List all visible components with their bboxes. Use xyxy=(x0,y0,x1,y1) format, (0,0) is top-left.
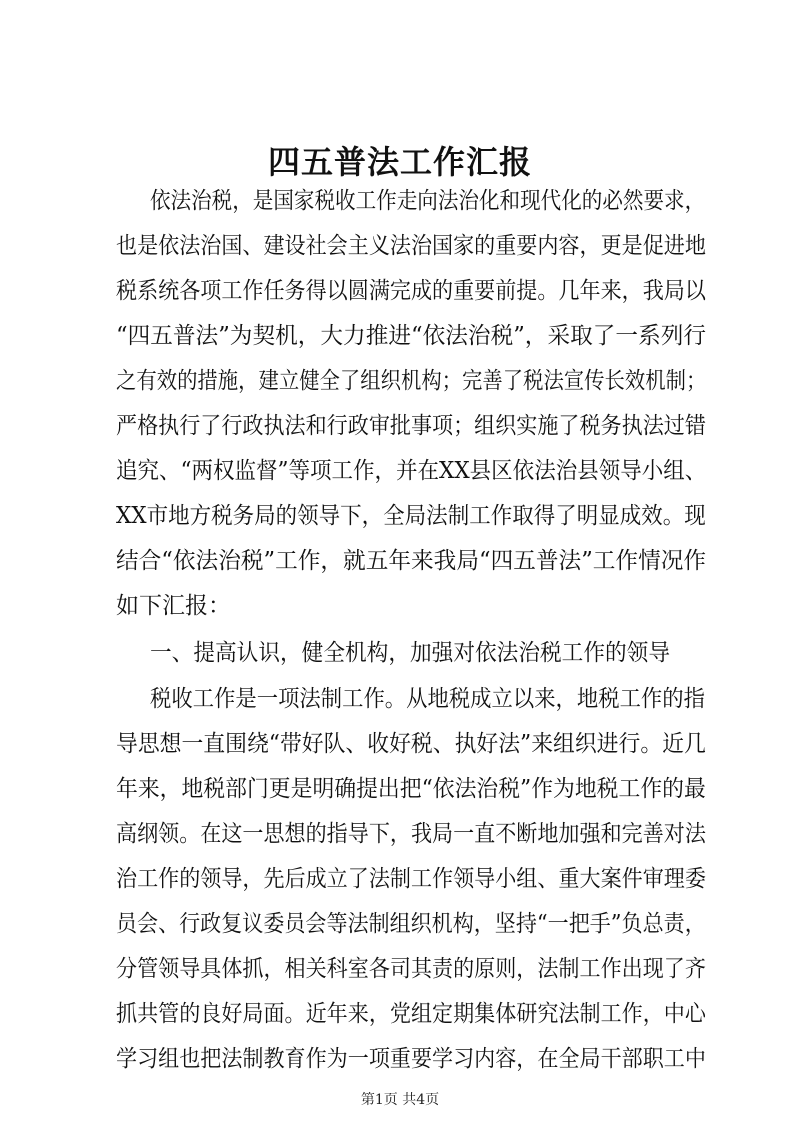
body-line xyxy=(0,770,800,808)
body-line-text: 税收工作是一项法制工作。从地税成立以来，地税工作的指 xyxy=(150,686,705,712)
body-line xyxy=(0,725,800,763)
body-line xyxy=(0,452,800,490)
body-line xyxy=(0,542,800,580)
body-line-text: XX市地方税务局的领导下，全局法制工作取得了明显成效。现 xyxy=(116,503,706,529)
body-line-text: 治工作的领导，先后成立了法制工作领导小组、重大案件审理委 xyxy=(116,866,706,892)
body-line xyxy=(0,317,800,355)
body-line xyxy=(0,182,800,220)
body-line xyxy=(0,227,800,265)
body-line-text: 税系统各项工作任务得以圆满完成的重要前提。几年来，我局以 xyxy=(116,278,706,304)
body-line-text: 之有效的措施，建立健全了组织机构；完善了税法宣传长效机制； xyxy=(116,368,707,394)
body-line-text: 抓共管的良好局面。近年来，党组定期集体研究法制工作，中心 xyxy=(116,1001,706,1027)
body-line-text: 导思想一直围绕“带好队、收好税、执好法”来组织进行。近几 xyxy=(116,731,706,757)
body-line-text: 学习组也把法制教育作为一项重要学习内容，在全局干部职工中 xyxy=(116,1046,706,1072)
body-line xyxy=(0,905,800,943)
body-line-text: 也是依法治国、建设社会主义法治国家的重要内容，更是促进地 xyxy=(116,233,706,259)
page-footer: 第1页 共4页 xyxy=(360,1092,440,1108)
document-title: 四五普法工作汇报 xyxy=(267,143,532,181)
body-line xyxy=(0,995,800,1033)
body-line-text: 如下汇报： xyxy=(116,593,231,619)
body-line xyxy=(0,587,800,625)
body-line xyxy=(0,272,800,310)
section-heading-text: 一、提高认识，健全机构，加强对依法治税工作的领导 xyxy=(150,640,670,666)
body-line-text: 员会、行政复议委员会等法制组织机构，坚持“一把手”负总责， xyxy=(116,911,706,937)
section-heading xyxy=(0,634,800,672)
body-line xyxy=(0,1040,800,1078)
body-line xyxy=(0,497,800,535)
body-line-text: 严格执行了行政执法和行政审批事项；组织实施了税务执法过错 xyxy=(116,413,706,439)
body-line-text: 高纲领。在这一思想的指导下，我局一直不断地加强和完善对法 xyxy=(116,821,706,847)
body-line xyxy=(0,680,800,718)
body-line-text: “四五普法”为契机，大力推进“依法治税”，采取了一系列行 xyxy=(116,323,707,349)
body-line xyxy=(0,815,800,853)
body-line-text: 分管领导具体抓，相关科室各司其责的原则，法制工作出现了齐 xyxy=(116,956,706,982)
body-line-text: 年来，地税部门更是明确提出把“依法治税”作为地税工作的最 xyxy=(116,776,706,802)
body-line-text: 结合“依法治税”工作，就五年来我局“四五普法”工作情况作 xyxy=(116,548,707,574)
body-line xyxy=(0,407,800,445)
body-line-text: 追究、“两权监督”等项工作，并在XX县区依法治县领导小组、 xyxy=(116,458,707,484)
body-line-text: 依法治税，是国家税收工作走向法治化和现代化的必然要求， xyxy=(150,188,706,214)
body-line xyxy=(0,860,800,898)
body-line xyxy=(0,362,800,400)
body-line xyxy=(0,950,800,988)
